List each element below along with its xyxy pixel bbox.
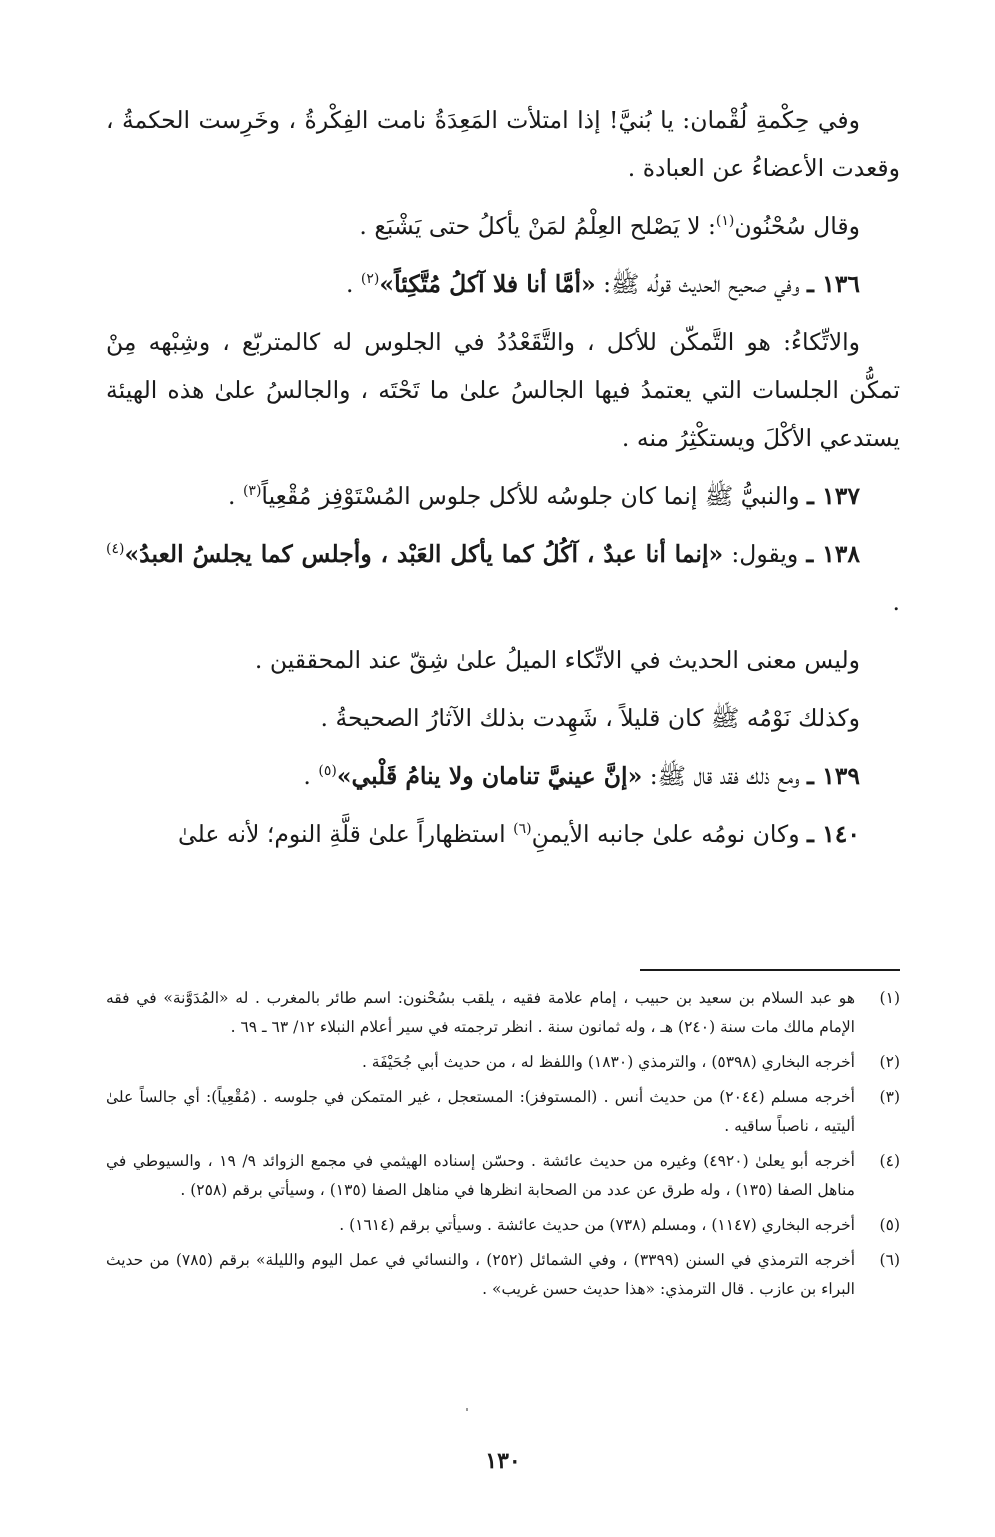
paragraph-text: .	[345, 270, 361, 298]
hadith-quote: «أمَّا أنا فلا آكلُ مُتَّكِئاً»	[379, 270, 596, 298]
hadith-139	[106, 752, 900, 800]
paragraph-text: استظهاراً علىٰ قلَّةِ النوم؛ لأنه علىٰ	[177, 820, 514, 848]
footnote-ref: (١)	[715, 213, 735, 230]
hadith-number: ١٣٩ ـ	[807, 762, 860, 790]
paragraph-text: والنبيُّ ﷺ إنما كان جلوسُه للأكل جلوس المُسْتَوْفِز مُقْعِياً	[261, 482, 808, 510]
footnote-ref: (٢)	[360, 271, 380, 288]
footnote-text: أخرجه البخاري (١١٤٧) ، ومسلم (٧٣٨) من حديث عائشة . وسيأتي برقم (١٦١٤) .	[339, 1216, 855, 1234]
paragraph-text: .	[892, 588, 900, 616]
footnote-number: (٣)	[879, 1088, 900, 1106]
footnote-number: (٦)	[879, 1251, 900, 1269]
hadith-136	[106, 260, 900, 308]
footnote-text: أخرجه مسلم (٢٠٤٤) من حديث أنس . (المستوفز): المستعجل ، غير المتمكن في جلوسه . (مُقْعِياً): أي جالساً علىٰ أليتيه ، ناصباً ساقيه .	[106, 1088, 855, 1135]
hadith-quote: «إنما أنا عبدٌ ، آكُلُ كما يأكل العَبْد ، وأجلس كما يجلسُ العبدُ»	[124, 540, 724, 568]
footnote-number: (٢)	[879, 1053, 900, 1071]
main-text	[106, 96, 900, 858]
footnote-item	[106, 1211, 900, 1240]
paragraph-text: : لا يَصْلح العِلْمُ لمَنْ يأكلُ حتى يَشْبَع .	[359, 212, 716, 240]
paragraph-luqman	[106, 96, 900, 192]
footnote-item	[106, 1147, 900, 1205]
footnote-text: أخرجه أبو يعلىٰ (٤٩٢٠) وغيره من حديث عائشة . وحسّن إسناده الهيثمي في مجمع الزوائد ٩/ ١٩ ، والسيوطي في مناهل الصفا (١٣٥) ، وله طرق عن عدد من الصحابة انظرها في مناهل الصفا (١٣٥) ، وسيأتي برقم (٢٥٨) .	[106, 1152, 855, 1199]
hadith-number: ١٣٨ ـ	[806, 540, 860, 568]
hadith-138	[106, 530, 900, 626]
scan-speck	[466, 1408, 468, 1411]
paragraph-text: وفي حِكْمةِ لُقْمان: يا بُنيَّ! إذا امتلأت المَعِدَةُ نامت الفِكْرةُ ، وخَرِست الحكمةُ ، وقعدت الأعضاءُ عن العبادة .	[106, 106, 900, 182]
paragraph-text: .	[228, 482, 243, 510]
hadith-137	[106, 472, 900, 520]
paragraph-sahnun	[106, 202, 900, 250]
footnote-text: أخرجه البخاري (٥٣٩٨) ، والترمذي (١٨٣٠) واللفظ له ، من حديث أبي جُحَيْفَة .	[361, 1053, 855, 1071]
paragraph-sleep	[106, 694, 900, 742]
hadith-number: ١٣٧ ـ	[807, 482, 860, 510]
footnote-item	[106, 984, 900, 1042]
hadith-140	[106, 810, 900, 858]
footnote-divider	[640, 969, 900, 971]
footnote-number: (٤)	[879, 1152, 900, 1170]
paragraph-text: وكذلك نَوْمُه ﷺ كان قليلاً ، شَهِدت بذلك الآثارُ الصحيحةُ .	[320, 704, 860, 732]
paragraph-text: وليس معنى الحديث في الاتِّكاء الميلُ علىٰ شِقّ عند المحققين .	[254, 646, 860, 674]
paragraph-text: .	[303, 762, 319, 790]
footnote-item	[106, 1246, 900, 1304]
hadith-number: ١٤٠ ـ	[807, 820, 860, 848]
paragraph-text: وقال سُحْنُون	[734, 212, 860, 240]
paragraph-text: وكان نومُه علىٰ جانبه الأيمنِ	[531, 820, 808, 848]
footnote-item	[106, 1048, 900, 1077]
paragraph-ittika	[106, 318, 900, 462]
footnote-text: هو عبد السلام بن سعيد بن حبيب ، إمام علامة فقيه ، يلقب بسُحْنون: اسم طائر بالمغرب . له «المُدَوَّنة» في فقه الإمام مالك مات سنة (٢٤٠) هـ ، وله ثمانون سنة . انظر ترجمته في سير أعلام النبلاء ١٢/ ٦٣ ـ ٦٩ .	[106, 989, 855, 1036]
footnote-number: (٥)	[879, 1216, 900, 1234]
footnote-item	[106, 1083, 900, 1141]
footnote-ref: (٣)	[242, 483, 262, 500]
footnote-number: (١)	[879, 989, 900, 1007]
page	[106, 96, 900, 1474]
footnote-ref: (٥)	[318, 763, 337, 780]
page-number: ١٣٠	[485, 1448, 521, 1474]
hadith-number: ١٣٦ ـ	[807, 270, 860, 298]
hadith-quote: «إنَّ عينيَّ تنامان ولا ينامُ قَلْبي»	[336, 762, 643, 790]
paragraph-text: وفي صحيح الحديث قولُه ﷺ:	[595, 270, 808, 298]
paragraph-text: والاتِّكاءُ: هو التَّمكّن للأكل ، والتَّقَعْدُدُ في الجلوس له كالمتربّع ، وشِبْهه مِنْ تمكُّن الجلسات التي يعتمدُ فيها الجالسُ علىٰ ما تَحْتَه ، والجالسُ علىٰ هذه الهيئة يستدعي الأكْلَ ويستكْثِرُ منه .	[106, 328, 900, 452]
footnote-ref: (٦)	[513, 821, 532, 838]
paragraph-meaning	[106, 636, 900, 684]
paragraph-text: ويقول:	[723, 540, 807, 568]
footnote-ref: (٤)	[106, 541, 125, 558]
footnote-text: أخرجه الترمذي في السنن (٣٣٩٩) ، وفي الشمائل (٢٥٢) ، والنسائي في عمل اليوم والليلة» برقم (٧٨٥) من حديث البراء بن عازب . قال الترمذي: «هذا حديث حسن غريب» .	[106, 1251, 856, 1298]
paragraph-text: ومع ذلك فقد قال ﷺ:	[642, 762, 808, 790]
footnotes	[106, 984, 900, 1310]
